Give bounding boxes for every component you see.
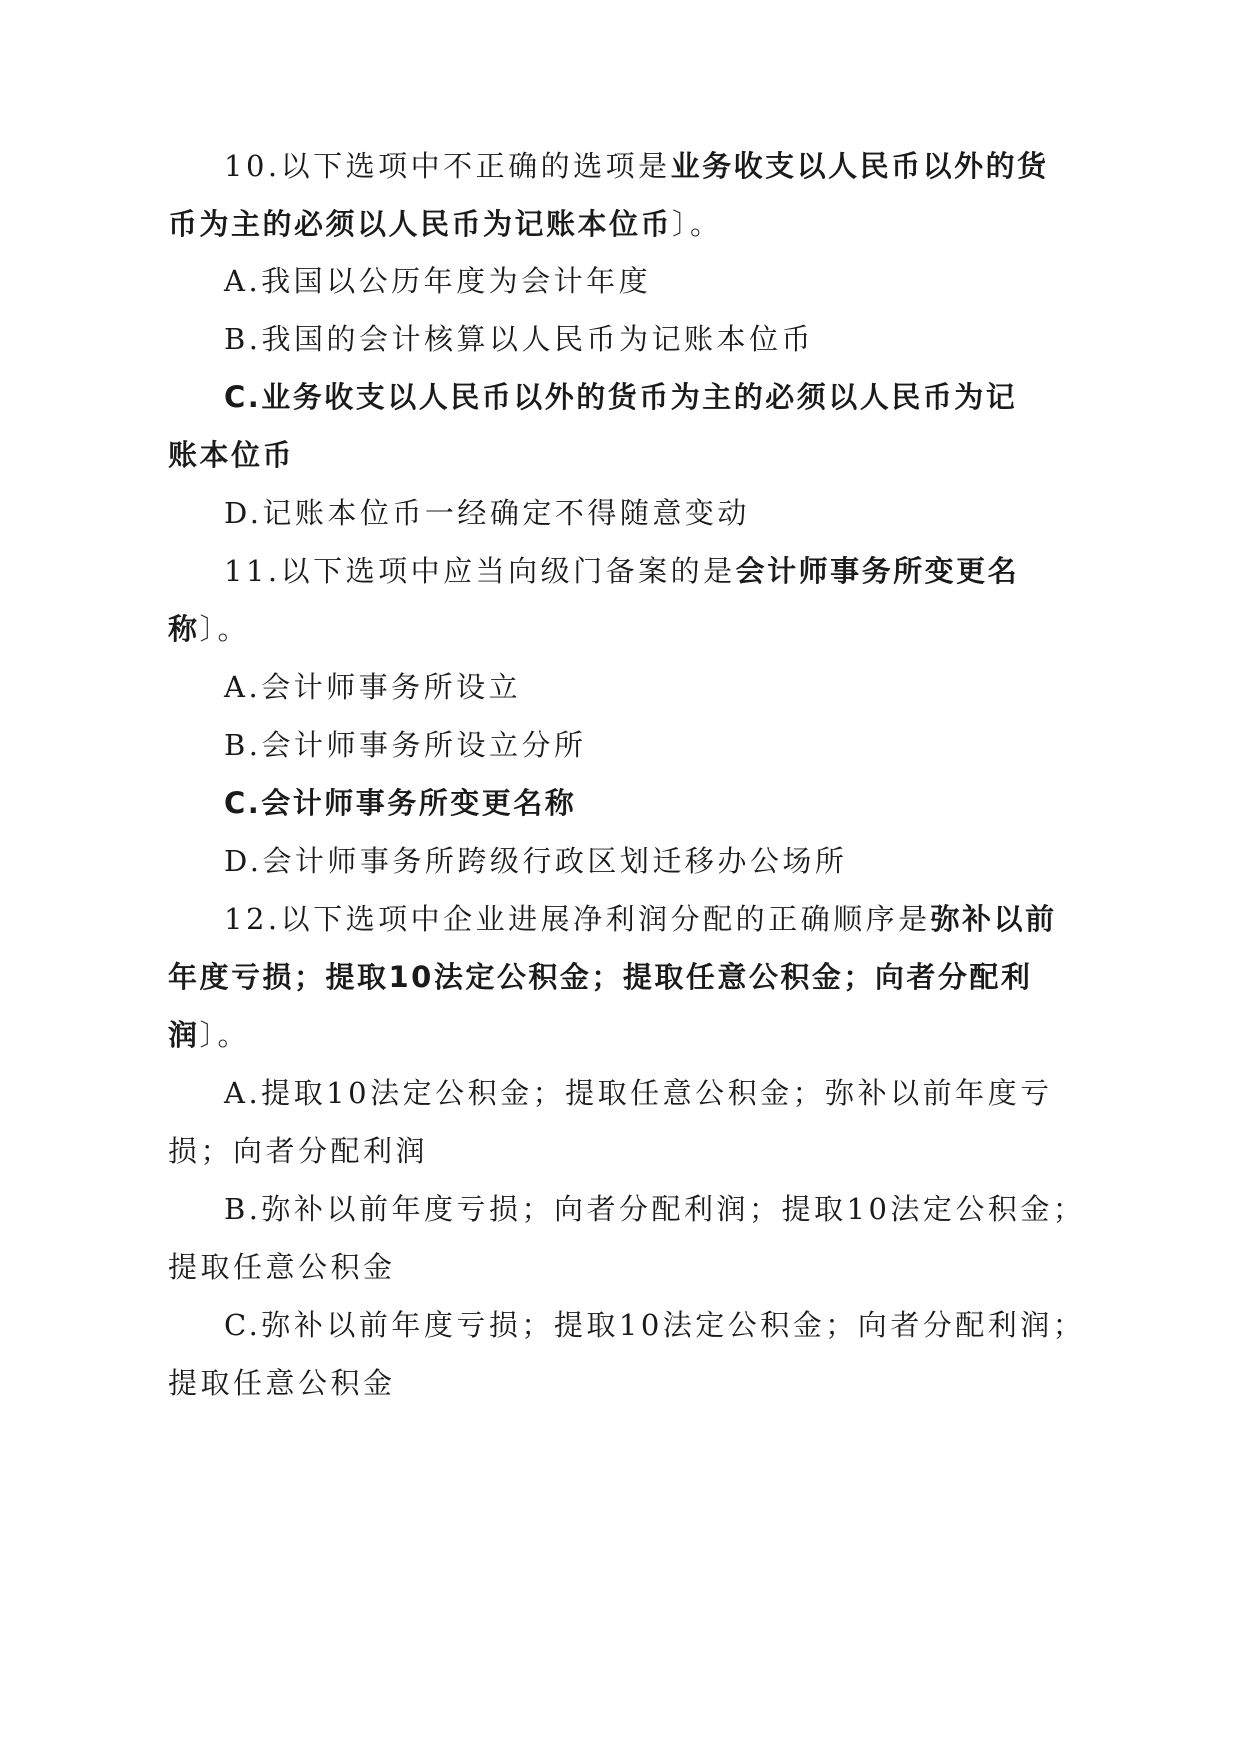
question-11-option-a: A.会计师事务所设立: [224, 670, 522, 704]
question-10-stem: [224, 146, 1049, 186]
question-10-stem-text: 10.以下选项中不正确的选项是: [224, 149, 671, 183]
question-12-stem-text: 12.以下选项中企业进展净利润分配的正确顺序是: [224, 902, 931, 936]
question-12-option-a-line1: A.提取10法定公积金；提取任意公积金；弥补以前年度亏: [224, 1076, 1053, 1110]
question-10-option-c-line2: 账本位币: [168, 438, 295, 472]
question-10-option-b: B.我国的会计核算以人民币为记账本位币: [224, 322, 815, 356]
question-10-option-c-line1: C.业务收支以人民币以外的货币为主的必须以人民币为记: [224, 380, 1018, 414]
question-11-answer-line2: 称: [168, 612, 200, 646]
question-10-answer-line2: 币为主的必须以人民币为记账本位币: [168, 207, 673, 241]
question-12-option-b-line2: 提取任意公积金: [168, 1250, 396, 1284]
question-12-option-c-line1: C.弥补以前年度亏损；提取10法定公积金；向者分配利润；: [224, 1308, 1086, 1342]
question-12-stem-cont: [168, 1015, 250, 1055]
question-12-bracket-end: 〕。: [199, 1018, 251, 1052]
question-11-stem-text: 11.以下选项中应当向级门备案的是: [224, 554, 736, 588]
question-12-option-a-line2: 损；向者分配利润: [168, 1134, 429, 1168]
question-11-option-b: B.会计师事务所设立分所: [224, 728, 587, 762]
question-11-option-c: C.会计师事务所变更名称: [224, 786, 577, 820]
question-11-stem: [224, 551, 1019, 591]
question-12-answer-line3: 润: [168, 1018, 200, 1052]
question-12-answer-line2: 年度亏损；提取10法定公积金；提取任意公积金；向者分配利: [168, 960, 1033, 994]
question-10-option-a: A.我国以公历年度为会计年度: [224, 264, 652, 298]
question-10-answer-line1: 业务收支以人民币以外的货: [670, 149, 1049, 183]
question-12-option-c-line2: 提取任意公积金: [168, 1366, 396, 1400]
question-12-stem: [224, 899, 1057, 939]
question-11-answer-line1: 会计师事务所变更名: [735, 554, 1020, 588]
question-11-bracket-end: 〕。: [199, 612, 251, 646]
question-10-bracket-end: 〕。: [672, 207, 723, 241]
question-12-option-b-line1: B.弥补以前年度亏损；向者分配利润；提取10法定公积金；: [224, 1192, 1086, 1226]
question-10-stem-cont: [168, 204, 723, 244]
question-11-stem-cont: [168, 609, 250, 649]
question-10-option-d: D.记账本位币一经确定不得随意变动: [224, 496, 750, 530]
question-12-answer-line1: 弥补以前: [930, 902, 1057, 936]
question-11-option-d: D.会计师事务所跨级行政区划迁移办公场所: [224, 844, 848, 878]
